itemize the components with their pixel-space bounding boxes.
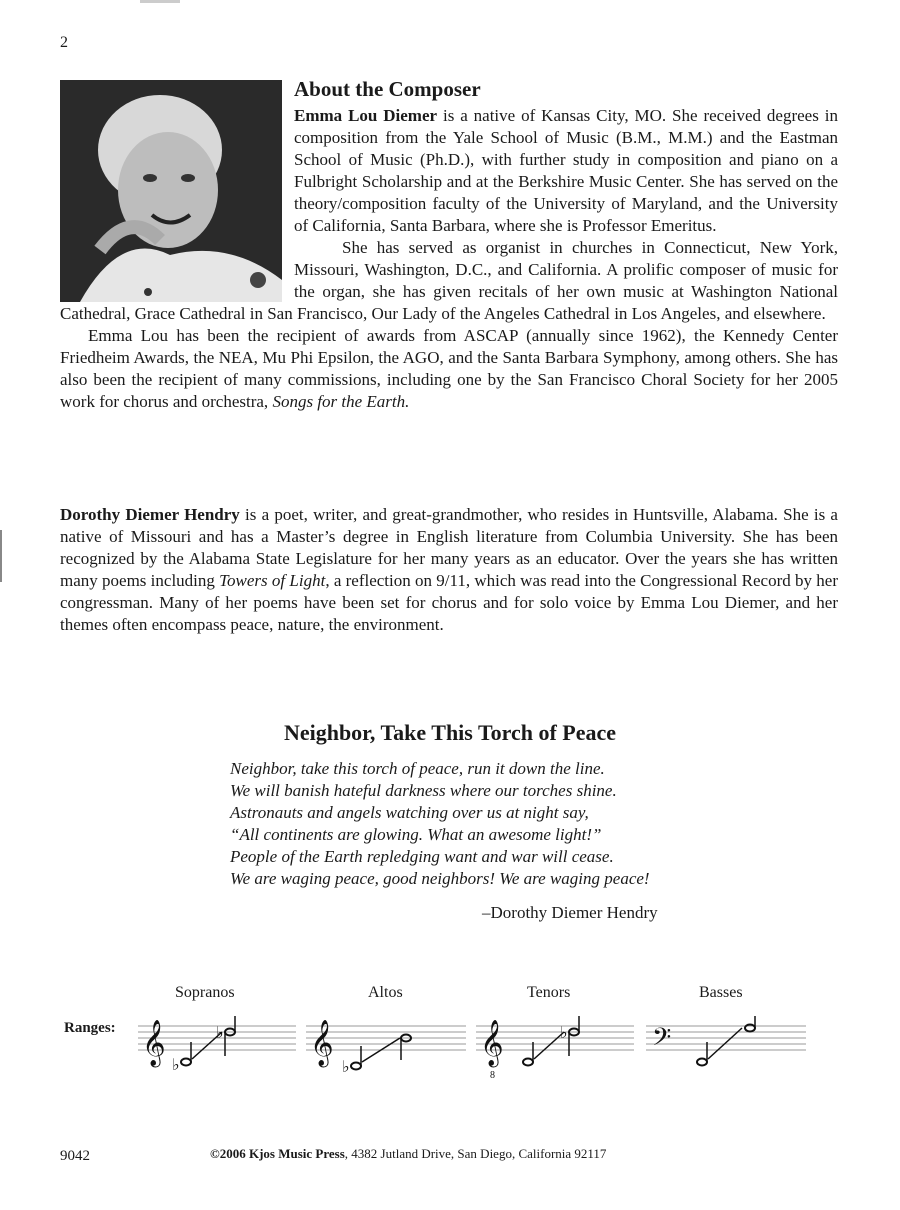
- poet-bio-text-a: is a poet, writer, and great-grandmother, who resides in Huntsville, Alabama. She is a native of Missouri and has a Master’s degree in English literature from Columbia University. She has been recognized by the Alabama State Legislature for her many years as an educator. Over the years she has written many poems including: [60, 505, 838, 590]
- composer-awards-text: Emma Lou has been the recipient of awards from ASCAP (annually since 1962), the Kennedy Center Friedheim Awards, the NEA, Mu Phi Epsilon, the AGO, and the Santa Barbara Symphony, among others. She has also been the recipient of many commissions, including one by the San Francisco Choral Society for her 2005 work for chorus and orchestra,: [60, 326, 838, 411]
- page-number: 2: [60, 34, 68, 51]
- ranges-label: Ranges:: [64, 1020, 116, 1036]
- poem-title: Neighbor, Take This Torch of Peace: [283, 720, 617, 745]
- poem-line: “All continents are glowing. What an awesome light!”: [230, 825, 602, 844]
- voice-label-tenors: Tenors: [527, 984, 571, 1001]
- poem-line: We are waging peace, good neighbors! We are waging peace!: [230, 869, 650, 888]
- svg-text:𝄞: 𝄞: [480, 1020, 504, 1066]
- poem-author: –Dorothy Diemer Hendry: [482, 903, 658, 922]
- scan-mark: [140, 0, 180, 3]
- poet-bio: [60, 504, 838, 636]
- copyright-publisher: ©2006 Kjos Music Press: [210, 1146, 345, 1161]
- copyright-address: , 4382 Jutland Drive, San Diego, California 92117: [344, 1146, 607, 1161]
- poet-bio-paragraph: [60, 504, 838, 636]
- composer-work-title: Songs for the Earth.: [272, 392, 410, 411]
- bass-range-staff: [646, 1016, 806, 1080]
- composer-bio-paragraph-2: She has served as organist in churches in Connecticut, New York, Missouri, Washington, D.C., and California. A prolific composer of music for the organ, she has given recitals of her own music at Washington National Cathedral, Grace Cathedral in San Francisco, Our Lady of the Angeles Cathedral in Los Angeles, and elsewhere.: [60, 238, 838, 323]
- svg-text:𝄞: 𝄞: [310, 1020, 334, 1066]
- soprano-range-staff: [138, 1016, 296, 1080]
- about-composer-heading: About the Composer: [294, 77, 481, 101]
- svg-text:𝄢: 𝄢: [652, 1023, 672, 1058]
- poem-text: [230, 758, 750, 890]
- poet-name: Dorothy Diemer Hendry: [60, 505, 240, 524]
- svg-text:♭: ♭: [216, 1023, 224, 1042]
- poem-line: Neighbor, take this torch of peace, run it down the line.: [230, 759, 605, 778]
- svg-text:♭: ♭: [172, 1055, 180, 1074]
- tenor-range-staff: [476, 1016, 634, 1080]
- voice-label-altos: Altos: [368, 984, 403, 1001]
- poem-line: Astronauts and angels watching over us at night say,: [230, 803, 589, 822]
- voice-label-basses: Basses: [699, 984, 743, 1001]
- composer-name: Emma Lou Diemer: [294, 106, 438, 125]
- composer-bio-text: is a native of Kansas City, MO. She received degrees in composition from the Yale School of Music (B.M., M.M.) and the Eastman School of Music (Ph.D.), with further study in composition and piano on a Fulbright Scholarship and at the Berkshire Music Center. She has served on the theory/composition faculty of the University of Maryland, and the University of California, Santa Barbara, where she is Professor Emeritus.: [294, 106, 838, 235]
- voice-label-sopranos: Sopranos: [175, 984, 235, 1001]
- poet-work-title: Towers of Light: [219, 571, 326, 590]
- alto-range-staff: [306, 1016, 466, 1080]
- svg-text:8: 8: [490, 1070, 495, 1080]
- copyright-line: [210, 1146, 606, 1162]
- poem-line: We will banish hateful darkness where our torches shine.: [230, 781, 617, 800]
- catalog-number: 9042: [60, 1148, 90, 1164]
- composer-bio-paragraph-3: [60, 325, 838, 413]
- poet-bio-text-b: , a reflection on 9/11, which was read into the Congressional Record by her congressman. Many of her poems have been set for chorus and for solo voice by Emma Lou Diemer, and her themes often encompass peace, nature, the environment.: [60, 571, 838, 634]
- composer-bio: [60, 105, 838, 413]
- svg-text:♭: ♭: [560, 1023, 568, 1042]
- poem-line: People of the Earth repledging want and war will cease.: [230, 847, 614, 866]
- svg-text:♭: ♭: [342, 1057, 350, 1076]
- scan-edge-mark: [0, 530, 2, 582]
- composer-bio-paragraph-1: [60, 105, 838, 237]
- svg-text:𝄞: 𝄞: [142, 1020, 166, 1066]
